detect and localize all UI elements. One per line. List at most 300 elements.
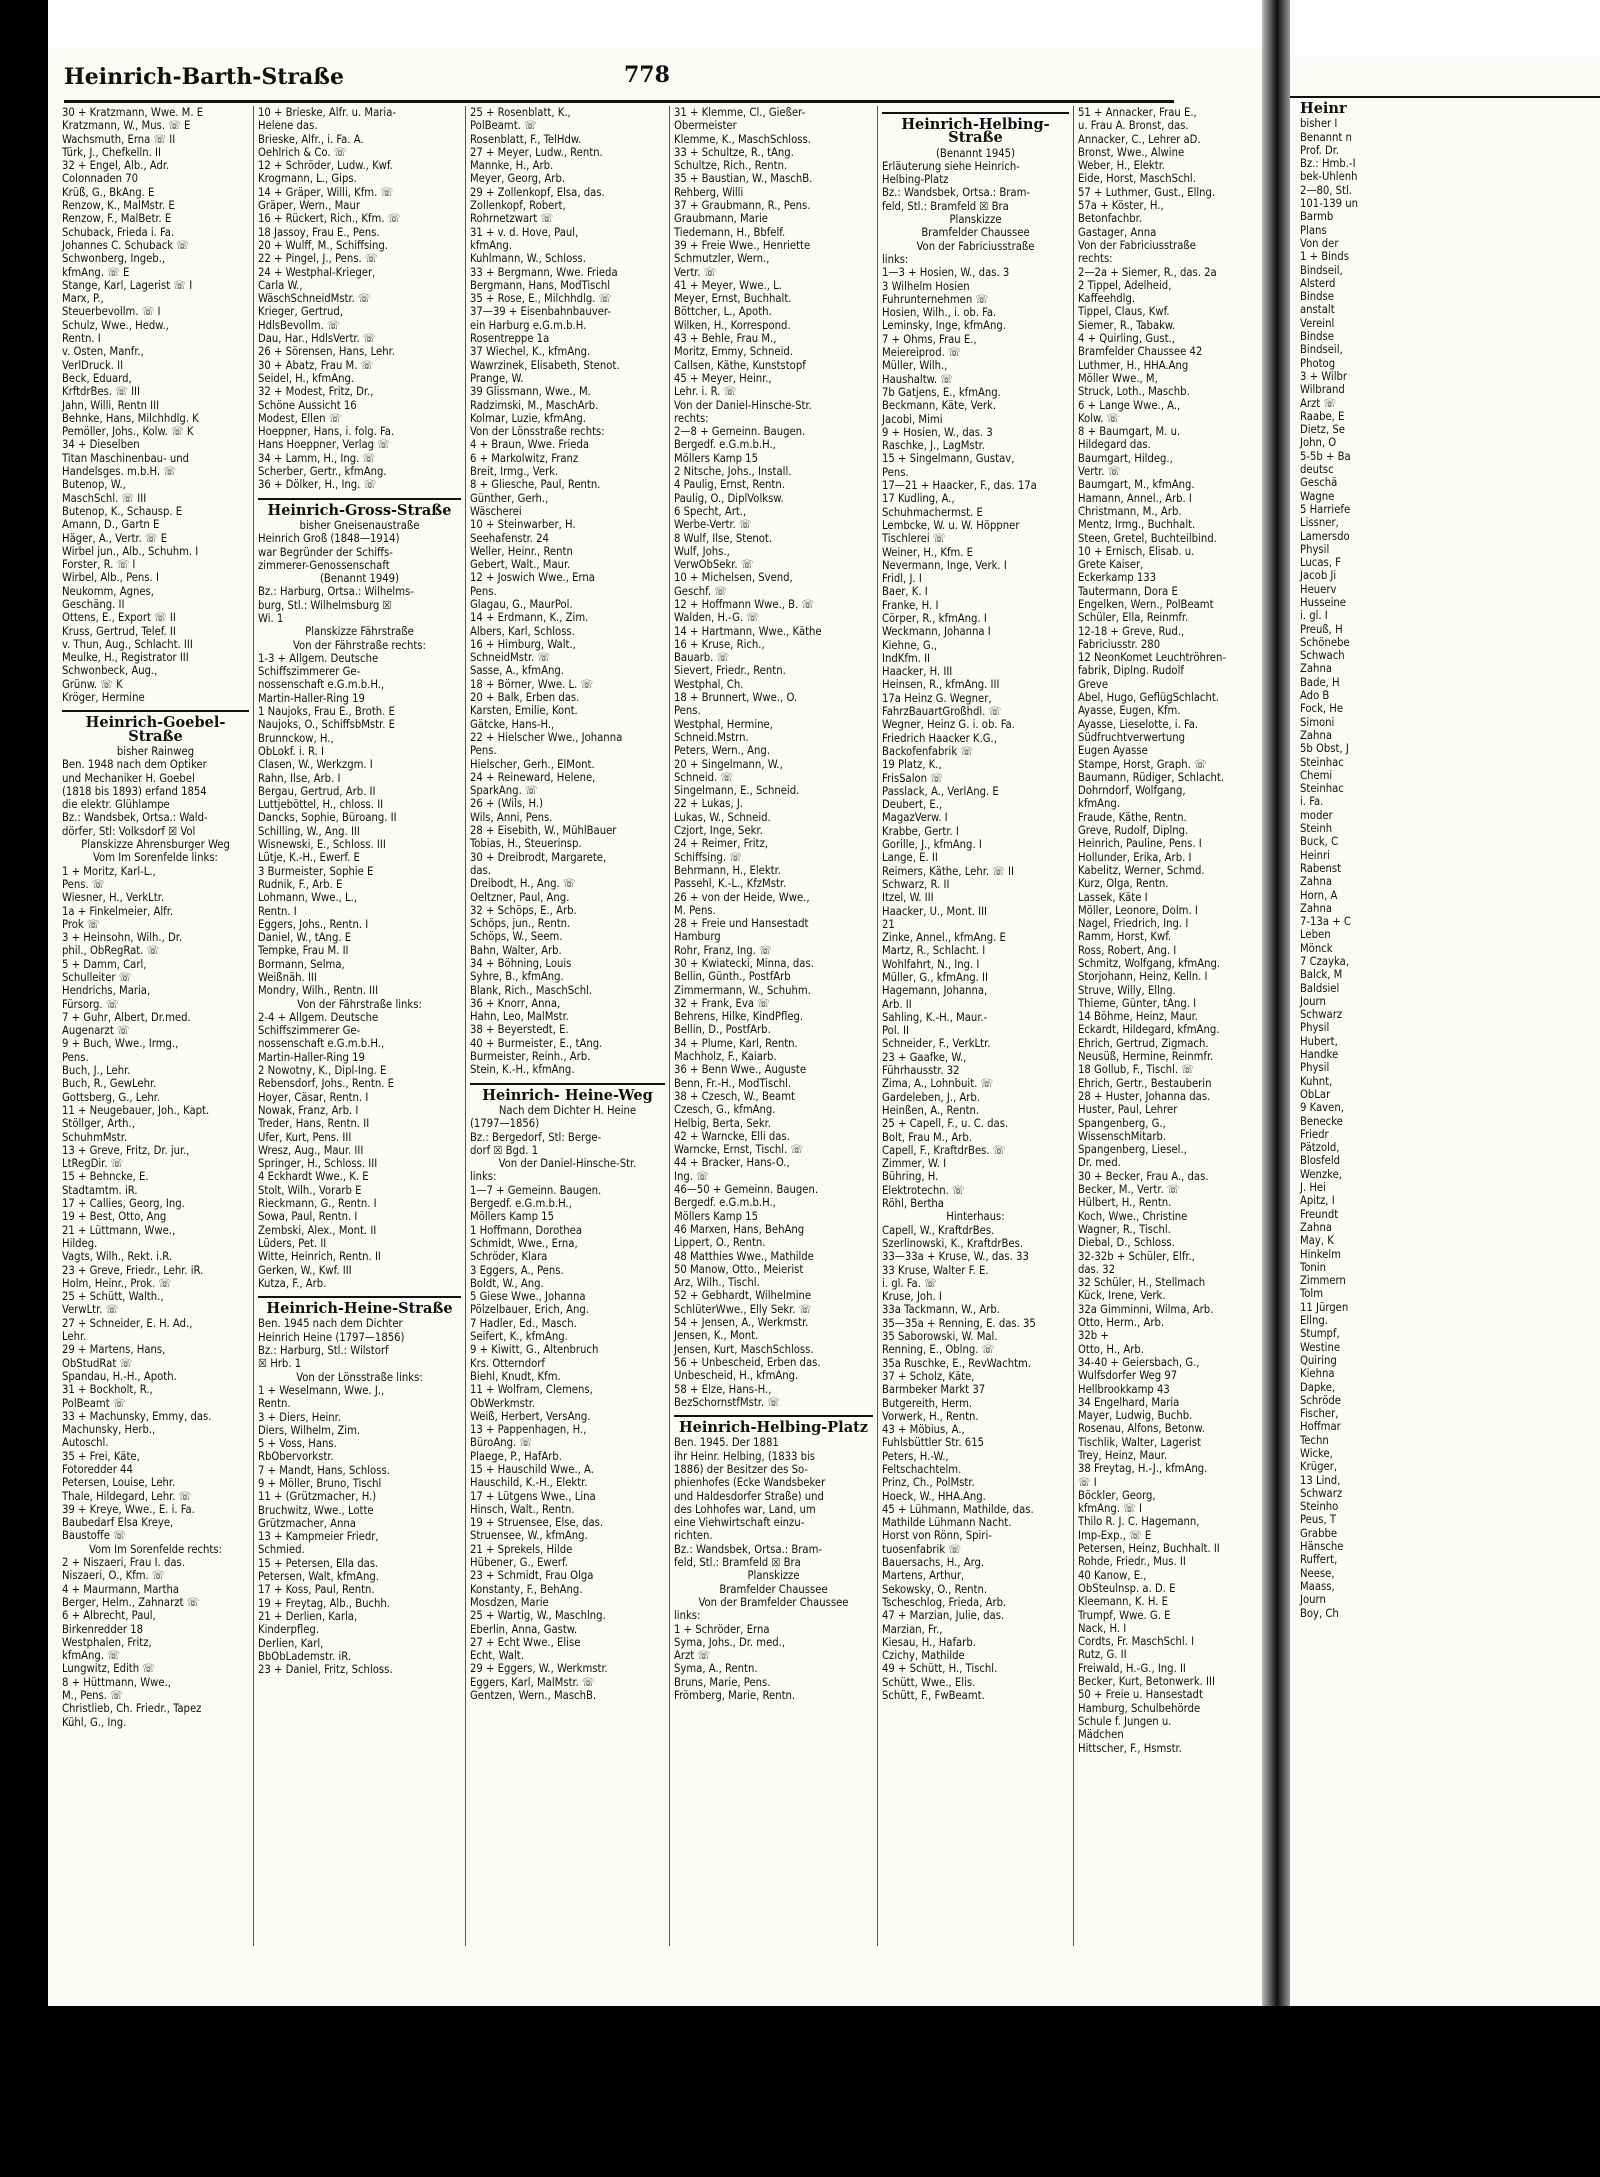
entry-line: Planskizze: [747, 1569, 800, 1583]
entry-line: Türk, J., Chefkelln. II: [62, 145, 161, 159]
entry-line: Weber, H., Elektr.: [1078, 159, 1165, 173]
entry-line: VerlDruck. II: [62, 358, 124, 372]
directory-column-2: [254, 106, 466, 1946]
entry-line: Arzt ☏: [1300, 396, 1337, 410]
entry-line: Leminsky, Inge, kfmAng.: [882, 319, 1006, 333]
entry-line: Eckerkamp 133: [1078, 571, 1157, 585]
entry-line: 4 Eckhardt Wwe., K. E: [258, 1170, 369, 1184]
entry-line: SchneidMstr. ☏: [470, 651, 551, 665]
entry-line: Fridl, J. I: [882, 572, 922, 586]
entry-line: Schmidt, Wwe., Erna,: [470, 1236, 578, 1250]
entry-line: v. Thun, Aug., Schlacht. III: [62, 637, 193, 651]
entry-line: 34 + Böhning, Louis: [470, 957, 572, 970]
entry-line: (Benannt 1949): [319, 572, 399, 586]
entry-line: Bz.: Harburg, Stl.: Wilstorf: [258, 1344, 389, 1358]
entry-line: 47 + Marzian, Julie, das.: [882, 1609, 1005, 1623]
entry-line: Kratzmann, W., Mus. ☏ E: [62, 119, 191, 133]
entry-line: Brieske, Alfr., i. Fa. A.: [258, 132, 364, 146]
entry-line: 6 + Albrecht, Paul,: [62, 1609, 156, 1623]
entry-line: Steinhac: [1300, 782, 1344, 796]
entry-line: 27 + Echt Wwe., Elise: [470, 1635, 581, 1649]
entry-line: Bergedf. e.G.m.b.H.,: [470, 1197, 572, 1211]
entry-line: Baumann, Rüdiger, Schlacht.: [1078, 770, 1225, 784]
entry-line: Fuhrunternehmen ☏: [882, 292, 989, 306]
entry-line: 7b Gatjens, E., kfmAng.: [882, 385, 1001, 399]
entry-line: i. Fa.: [1300, 795, 1324, 809]
entry-line: Pens.: [674, 704, 701, 718]
entry-line: dörfer, Stl: Volksdorf ☒ Vol: [62, 824, 196, 838]
entry-line: Seehafenstr. 24: [470, 531, 549, 545]
entry-line: BbObLademstr. iR.: [258, 1649, 352, 1663]
entry-line: Bahn, Walter, Arb.: [470, 943, 562, 957]
entry-line: Meyer, Ernst, Buchhalt.: [674, 292, 792, 306]
entry-line: Behrens, Hilke, KindPfleg.: [674, 1010, 804, 1024]
entry-line: Kiehna: [1300, 1367, 1335, 1381]
entry-line: 32b +: [1078, 1329, 1109, 1343]
entry-line: Kleemann, K. H. E: [1078, 1595, 1169, 1609]
entry-line: Geschä: [1300, 476, 1338, 490]
entry-line: Stein, K.-H., kfmAng.: [470, 1063, 575, 1077]
entry-line: Barmb: [1300, 210, 1334, 224]
entry-line: 6 + Lange Wwe., A.,: [1078, 398, 1181, 412]
entry-line: Journ: [1300, 994, 1326, 1008]
entry-line: rechts:: [1078, 252, 1113, 266]
entry-line: Wicke,: [1300, 1446, 1333, 1460]
entry-line: 23 + Gaafke, W.,: [882, 1050, 967, 1064]
entry-line: 21 + Sprekels, Hilde: [470, 1542, 573, 1556]
entry-line: 3 + Wilbr: [1300, 369, 1348, 383]
entry-line: Prok ☏: [62, 917, 100, 931]
entry-line: Dapke,: [1300, 1380, 1336, 1394]
entry-line: i. gl. Fa. ☏: [882, 1276, 937, 1290]
entry-line: Grünw. ☏ K: [62, 677, 123, 691]
entry-line: Schuback, Frieda i. Fa.: [62, 225, 175, 239]
entry-line: 24 + Westphal-Krieger,: [258, 265, 376, 279]
entry-line: 3 Burmeister, Sophie E: [258, 864, 374, 878]
entry-line: Sahling, K.-H., Maur.-: [882, 1010, 988, 1024]
entry-line: Tippel, Claus, Kwf.: [1078, 305, 1170, 319]
entry-line: Wagne: [1300, 489, 1335, 503]
entry-line: Jahn, Willi, Rentn III: [62, 398, 160, 412]
entry-line: Rentn. I: [62, 332, 101, 346]
entry-line: Bormann, Selma,: [258, 957, 345, 971]
entry-line: 41 + Meyer, Wwe., L.: [674, 278, 782, 292]
entry-line: nossenschaft e.G.m.b.H.,: [258, 1037, 385, 1051]
entry-line: Grabbe: [1300, 1526, 1338, 1540]
entry-line: bisher I: [1300, 117, 1338, 131]
entry-line: 1-3 + Allgem. Deutsche: [258, 651, 379, 665]
entry-line: Maass,: [1300, 1579, 1335, 1593]
entry-line: Schiffsing. ☏: [674, 850, 742, 864]
entry-line: 34 + Lamm, H., Ing. ☏: [258, 451, 376, 465]
entry-line: Wresz, Aug., Maur. III: [258, 1143, 364, 1157]
entry-line: 35a Ruschke, E., RevWachtm.: [882, 1356, 1032, 1370]
entry-line: Ayasse, Eugen, Kfm.: [1078, 704, 1181, 718]
entry-line: Niszaeri, O., Kfm. ☏: [62, 1569, 165, 1583]
entry-line: Freundt: [1300, 1207, 1339, 1221]
entry-line: Gardeleben, J., Arb.: [882, 1090, 980, 1104]
entry-line: Bergau, Gertrud, Arb. II: [258, 784, 376, 798]
entry-line: Stöllger, Arth.,: [62, 1117, 135, 1131]
entry-line: Schneid.Mstrn.: [674, 730, 749, 744]
entry-line: Heinrich, Pauline, Pens. I: [1078, 837, 1202, 851]
entry-line: Lütje, K.-H., Ewerf. E: [258, 851, 360, 865]
entry-line: 14 + Erdmann, K., Zim.: [470, 611, 589, 625]
entry-line: 22 + Lukas, J.: [674, 797, 744, 811]
entry-line: und Haldesdorfer Straße) und: [674, 1489, 824, 1503]
entry-line: M., Pens. ☏: [62, 1689, 123, 1703]
entry-line: Schiffszimmerer Ge-: [258, 665, 361, 679]
entry-line: Schmitz, Wolfgang, kfmAng.: [1078, 957, 1221, 970]
entry-line: 2—8 + Gemeinn. Baugen.: [674, 425, 806, 439]
entry-line: Handke: [1300, 1048, 1339, 1062]
entry-line: Zollenkopf, Robert,: [470, 199, 566, 213]
entry-line: u. Frau A. Bronst, das.: [1078, 119, 1189, 133]
entry-line: Bramfelder Chaussee: [921, 226, 1030, 240]
entry-line: Hildeg.: [62, 1236, 98, 1250]
entry-line: feld, Stl.: Bramfeld ☒ Bra: [674, 1556, 801, 1570]
entry-line: Betonfachbr.: [1078, 212, 1142, 226]
entry-line: ihr Heinr. Helbing, (1833 bis: [674, 1449, 816, 1463]
entry-line: Friedrich Haacker K.G.,: [882, 731, 997, 745]
entry-line: Von der Daniel-Hinsche-Str.: [674, 398, 812, 412]
entry-line: Kück, Irene, Verk.: [1078, 1289, 1166, 1303]
entry-line: 2 + Niszaeri, Frau I. das.: [62, 1556, 185, 1570]
entry-line: Sowa, Paul, Rentn. I: [258, 1210, 358, 1224]
entry-line: 57a + Köster, H.,: [1078, 199, 1164, 213]
entry-line: Mentz, Irmg., Buchhalt.: [1078, 518, 1196, 532]
entry-line: (1818 bis 1893) erfand 1854: [62, 784, 207, 798]
entry-line: Wäscherei: [470, 504, 522, 518]
entry-line: Leben: [1300, 928, 1331, 942]
entry-line: 38 + Beyerstedt, E.: [470, 1023, 569, 1037]
entry-line: 3 + Diers, Heinr.: [258, 1410, 341, 1424]
entry-line: 50 + Freie u. Hansestadt: [1078, 1688, 1203, 1702]
entry-line: kfmAng. ☏ I: [1078, 1502, 1142, 1516]
entry-line: Steuerbevollm. ☏ I: [62, 305, 161, 319]
directory-columns: [58, 106, 1226, 1956]
directory-page-778: [48, 48, 1262, 2006]
entry-line: Nach dem Dichter H. Heine: [498, 1103, 637, 1117]
entry-line: Von der Lönsstraße rechts:: [470, 425, 605, 439]
entry-line: Tscheschlog, Frieda, Arb.: [882, 1595, 1007, 1609]
entry-line: 31 + Klemme, Cl., Gießer-: [674, 106, 806, 119]
entry-line: Neusüß, Hermine, Reinmfr.: [1078, 1050, 1214, 1064]
entry-line: 25 + Schütt, Walth.,: [62, 1290, 164, 1304]
entry-line: Lehr. i. R. ☏: [674, 385, 737, 399]
entry-line: links:: [674, 1609, 701, 1623]
entry-line: Hubert,: [1300, 1034, 1338, 1048]
entry-line: Seidel, H., kfmAng.: [258, 371, 355, 385]
entry-line: Hittscher, F., Hsmstr.: [1078, 1741, 1182, 1755]
entry-line: 25 + Wartig, W., Maschlng.: [470, 1609, 606, 1623]
entry-line: Böttcher, L., Apoth.: [674, 305, 772, 319]
entry-line: Planskizze: [949, 213, 1002, 227]
entry-line: Schneider, F., VerkLtr.: [882, 1037, 991, 1051]
entry-line: Sekowsky, O., Rentn.: [882, 1582, 988, 1596]
entry-line: Marx, P.,: [62, 292, 104, 306]
entry-line: 19 Platz, K.,: [882, 758, 942, 772]
entry-line: Walden, H.-G. ☏: [674, 611, 759, 625]
entry-line: Syma, Johs., Dr. med.,: [674, 1635, 786, 1649]
entry-line: Otto, Herm., Arb.: [1078, 1316, 1165, 1330]
entry-line: 40 Kanow, E.,: [1078, 1568, 1147, 1582]
street-heading: Heinrich-Heine-Straße: [258, 1296, 461, 1315]
entry-line: 30 + Kratzmann, Wwe. M. E: [62, 106, 204, 119]
entry-line: Rosentreppe 1a: [470, 332, 550, 346]
entry-line: 10 + Steinwarber, H.: [470, 518, 576, 532]
entry-line: Kuhlmann, W., Schloss.: [470, 252, 586, 266]
entry-line: Heinsen, R., kfmAng. III: [882, 678, 1000, 692]
directory-page-next: [1290, 56, 1600, 2006]
entry-line: 49 + Schütt, H., Tischl.: [882, 1662, 998, 1676]
entry-line: Lüders, Pet. II: [258, 1236, 327, 1250]
entry-line: 48 Matthies Wwe., Mathilde: [674, 1249, 814, 1263]
entry-line: Häger, A., Vertr. ☏ E: [62, 531, 168, 545]
entry-line: 33 + Machunsky, Emmy, das.: [62, 1409, 212, 1423]
entry-line: Arzt ☏: [674, 1649, 711, 1663]
running-head: [64, 60, 1174, 103]
entry-line: Kiesau, H., Hafarb.: [882, 1635, 976, 1649]
entry-line: Kolmar, Luzie, kfmAng.: [470, 411, 586, 425]
entry-line: Behrmann, H., Elektr.: [674, 863, 781, 877]
entry-line: 25 + Rosenblatt, K.,: [470, 106, 571, 119]
entry-line: Schwarz: [1300, 1008, 1343, 1022]
entry-line: Beckmann, Käte, Verk.: [882, 399, 997, 413]
entry-line: Engelken, Wern., PolBeamt: [1078, 597, 1214, 611]
entry-line: 1 + Moritz, Karl-L.,: [62, 864, 156, 878]
entry-line: Hielscher, Gerh., ElMont.: [470, 757, 595, 771]
entry-line: 12 + Schröder, Ludw., Kwf.: [258, 159, 393, 173]
entry-line: die elektr. Glühlampe: [62, 798, 170, 812]
entry-line: Baubedarf Elsa Kreye,: [62, 1516, 174, 1530]
entry-line: 11 Jürgen: [1300, 1300, 1349, 1314]
entry-line: Weller, Heinr., Rentn: [470, 544, 573, 558]
entry-line: Hoeck, W., HHA.Ang.: [882, 1489, 986, 1503]
entry-line: 1 + Schröder, Erna: [674, 1622, 770, 1636]
entry-line: und Mechaniker H. Goebel: [62, 771, 195, 785]
entry-line: 34 + Plume, Karl, Rentn.: [674, 1036, 798, 1050]
scan-border-bottom: [0, 2006, 1600, 2177]
entry-line: Deubert, E.,: [882, 798, 943, 812]
entry-line: Westine: [1300, 1340, 1341, 1354]
entry-line: M. Pens.: [674, 903, 716, 917]
entry-line: 57 + Luthmer, Gust., Ellng.: [1078, 185, 1216, 199]
entry-line: Techn: [1300, 1433, 1329, 1447]
entry-line: 17 + Koss, Paul, Rentn.: [258, 1583, 375, 1597]
entry-line: Boldt, W., Ang.: [470, 1276, 544, 1290]
entry-line: Von der Fährstraße rechts:: [293, 638, 426, 652]
entry-line: Obermeister: [674, 119, 737, 133]
entry-line: Neese,: [1300, 1566, 1335, 1580]
entry-line: 30 + Dreibrodt, Margarete,: [470, 850, 607, 864]
entry-line: Physil: [1300, 542, 1330, 556]
entry-line: Naujoks, O., SchiffsbMstr. E: [258, 718, 395, 732]
entry-line: Feltschachtelm.: [882, 1462, 962, 1476]
street-heading: Heinrich-Gross-Straße: [258, 498, 461, 517]
entry-line: Bindse: [1300, 290, 1334, 304]
entry-line: Horn, A: [1300, 888, 1338, 902]
entry-line: Dau, Har., HdlsVertr. ☏: [258, 332, 376, 346]
entry-line: Haacker, H. III: [882, 665, 953, 679]
entry-line: Forster, R. ☏ I: [62, 558, 136, 572]
entry-line: 1a + Finkelmeier, Alfr.: [62, 904, 174, 918]
entry-line: Imp-Exp., ☏ E: [1078, 1528, 1152, 1542]
entry-line: Wilbrand: [1300, 383, 1345, 397]
entry-line: Witte, Heinrich, Rentn. II: [258, 1250, 381, 1264]
entry-line: Czesch, G., kfmAng.: [674, 1103, 776, 1117]
entry-line: ☏ I: [1078, 1475, 1097, 1489]
entry-line: Bindseil,: [1300, 343, 1343, 357]
entry-line: Mosdzen, Marie: [470, 1595, 549, 1609]
entry-line: Schiffszimmerer Ge-: [258, 1024, 361, 1038]
entry-line: Berger, Helm., Zahnarzt ☏: [62, 1595, 200, 1609]
entry-line: Spangenberg, Liesel.,: [1078, 1143, 1187, 1157]
entry-line: Gentzen, Wern., MaschB.: [470, 1689, 597, 1703]
entry-line: Benecke: [1300, 1114, 1343, 1128]
entry-line: Cordts, Fr. MaschSchl. I: [1078, 1635, 1195, 1649]
entry-line: Bronst, Wwe., Alwine: [1078, 145, 1185, 159]
entry-line: Ehrich, Gertrud, Zigmach.: [1078, 1036, 1209, 1050]
entry-line: Kabelitz, Werner, Schmd.: [1078, 863, 1205, 877]
entry-line: Becker, M., Vertr. ☏: [1078, 1183, 1180, 1197]
entry-line: Vertr. ☏: [674, 265, 717, 279]
entry-line: Peters, Wern., Ang.: [674, 744, 771, 758]
entry-line: 12 + Joswich Wwe., Erna: [470, 571, 595, 585]
entry-line: Hoeppner, Hans, i. folg. Fa.: [258, 425, 395, 439]
entry-line: Krüß, G., BkAng. E: [62, 185, 155, 199]
entry-line: Baustoffe ☏: [62, 1529, 126, 1543]
entry-line: 25 + Capell, F., u. C. das.: [882, 1117, 1009, 1131]
entry-line: Jacobi, Mimi: [882, 412, 943, 426]
entry-line: RbObervorkstr.: [258, 1450, 334, 1464]
entry-line: Führhausstr. 32: [882, 1064, 960, 1078]
entry-line: 9 + Hosien, W., das. 3: [882, 425, 993, 439]
entry-line: burg, Stl.: Wilhelmsburg ☒: [258, 598, 392, 612]
entry-line: Werbe-Vertr. ☏: [674, 518, 752, 532]
entry-line: 36 + Dölker, H., Ing. ☏: [258, 478, 377, 492]
entry-line: 1—7 + Gemeinn. Baugen.: [470, 1183, 602, 1197]
entry-line: Preuß, H: [1300, 622, 1343, 636]
entry-line: Butgereith, Herm.: [882, 1396, 973, 1410]
entry-line: 19 + Best, Otto, Ang: [62, 1210, 167, 1224]
entry-line: Ellng.: [1300, 1314, 1328, 1328]
entry-line: bisher Gneisenaustraße: [299, 518, 420, 532]
entry-line: Greve: [1078, 677, 1109, 691]
entry-line: 1 + Binds: [1300, 250, 1349, 264]
entry-line: 27 + Schneider, E. H. Ad.,: [62, 1316, 193, 1330]
entry-line: Machholz, F., Kaiarb.: [674, 1050, 777, 1064]
entry-line: Vertr. ☏: [1078, 465, 1121, 479]
entry-line: Schmutzler, Wern.,: [674, 252, 770, 266]
entry-line: moder: [1300, 808, 1333, 822]
entry-line: phil., ObRegRat. ☏: [62, 944, 160, 958]
entry-line: Treder, Hans, Rentn. II: [258, 1117, 370, 1131]
entry-line: 29 + Martens, Hans,: [62, 1343, 166, 1357]
entry-line: WäschSchneidMstr. ☏: [258, 292, 371, 306]
entry-line: MaschSchl. ☏ III: [62, 491, 147, 505]
entry-line: ObWerkmstr.: [470, 1396, 536, 1410]
entry-line: Seifert, K., kfmAng.: [470, 1330, 568, 1344]
entry-line: Frömberg, Marie, Rentn.: [674, 1689, 796, 1703]
entry-line: Hoyer, Cäsar, Rentn. I: [258, 1090, 369, 1104]
entry-line: Schröde: [1300, 1393, 1341, 1407]
entry-line: Schwach: [1300, 649, 1345, 663]
entry-line: 10 + Brieske, Alfr. u. Maria-: [258, 106, 396, 119]
entry-line: Stadtamtm. iR.: [62, 1183, 138, 1197]
entry-line: Bergmann, Hans, ModTischl: [470, 278, 611, 292]
entry-line: 17a Heinz G. Wegner,: [882, 691, 992, 705]
entry-line: Zahna: [1300, 728, 1332, 742]
entry-line: Bellin, Günth., PostfArb: [674, 970, 791, 984]
entry-line: Baer, K. I: [882, 585, 928, 599]
entry-line: Augenarzt ☏: [62, 1024, 130, 1038]
entry-line: Schwarz: [1300, 1486, 1343, 1500]
entry-line: richten.: [674, 1529, 713, 1543]
entry-line: Wachsmuth, Erna ☏ II: [62, 132, 176, 146]
entry-line: Benannt n: [1300, 130, 1352, 144]
entry-line: Pens.: [882, 465, 909, 479]
entry-line: Wi. 1: [258, 611, 284, 625]
entry-line: Jacob Ji: [1300, 569, 1337, 583]
street-heading: Heinrich-Helbing-Straße: [882, 112, 1069, 145]
entry-line: 16 + Himburg, Walt.,: [470, 637, 576, 651]
entry-line: HdlsBevollm. ☏: [258, 318, 340, 332]
entry-line: Szerlinowski, K., KraftdrBes.: [882, 1236, 1024, 1250]
entry-line: Echt, Walt.: [470, 1649, 524, 1663]
entry-line: Renzow, F., MalBetr. E: [62, 212, 172, 226]
entry-line: Blank, Rich., MaschSchl.: [470, 983, 593, 997]
street-heading: Heinrich-Goebel-Straße: [62, 710, 249, 743]
entry-line: 26 + Sörensen, Hans, Lehr.: [258, 345, 395, 359]
entry-line: 8 + Baumgart, M. u.: [1078, 425, 1181, 439]
entry-line: Eide, Horst, MaschSchl.: [1078, 172, 1196, 186]
entry-line: Kröger, Hermine: [62, 691, 145, 705]
entry-line: Gebert, Walt., Maur.: [470, 558, 571, 572]
entry-line: Rieckmann, G., Rentn. I: [258, 1197, 377, 1211]
entry-line: Eggers, Karl, MalMstr. ☏: [470, 1675, 595, 1689]
entry-line: Lucas, F: [1300, 556, 1341, 570]
entry-line: Jensen, K., Mont.: [674, 1329, 759, 1343]
entry-line: Müller, G., kfmAng. II: [882, 971, 988, 984]
entry-line: Daniel, W., tAng. E: [258, 931, 352, 945]
entry-line: Butenop, K., Schausp. E: [62, 504, 183, 518]
entry-line: Dr. med.: [1078, 1156, 1121, 1170]
entry-line: 17 + Lütgens Wwe., Lina: [470, 1489, 596, 1503]
entry-line: Kinderpfleg.: [258, 1623, 320, 1637]
entry-line: Erläuterung siehe Heinrich-: [882, 159, 1020, 173]
entry-line: Titan Maschinenbau- und: [62, 451, 189, 465]
entry-line: Ayasse, Lieselotte, i. Fa.: [1078, 717, 1199, 731]
entry-line: Abel, Hugo, GeflügSchlacht.: [1078, 691, 1219, 705]
entry-line: Bauarb. ☏: [674, 651, 730, 665]
entry-line: Beck, Eduard,: [62, 371, 132, 385]
entry-line: Kurz, Olga, Rentn.: [1078, 877, 1169, 891]
entry-line: 35 + Frei, Käte,: [62, 1449, 140, 1463]
entry-line: 8 Wulf, Ilse, Stenot.: [674, 531, 773, 545]
entry-line: Planskizze Fährstraße: [305, 625, 414, 639]
entry-line: Friedr: [1300, 1127, 1329, 1141]
entry-line: 32 Schüler, H., Stellmach: [1078, 1276, 1206, 1290]
entry-line: 7 + Guhr, Albert, Dr.med.: [62, 1010, 191, 1024]
street-heading: Heinr: [1300, 100, 1347, 117]
entry-line: Struensee, W., kfmAng.: [470, 1529, 588, 1543]
entry-line: 7 Hadler, Ed., Masch.: [470, 1316, 577, 1330]
entry-line: kfmAng.: [1078, 797, 1121, 811]
entry-line: Geschf. ☏: [674, 584, 727, 598]
entry-line: Hinkelm: [1300, 1247, 1341, 1261]
entry-line: Mönck: [1300, 941, 1333, 955]
